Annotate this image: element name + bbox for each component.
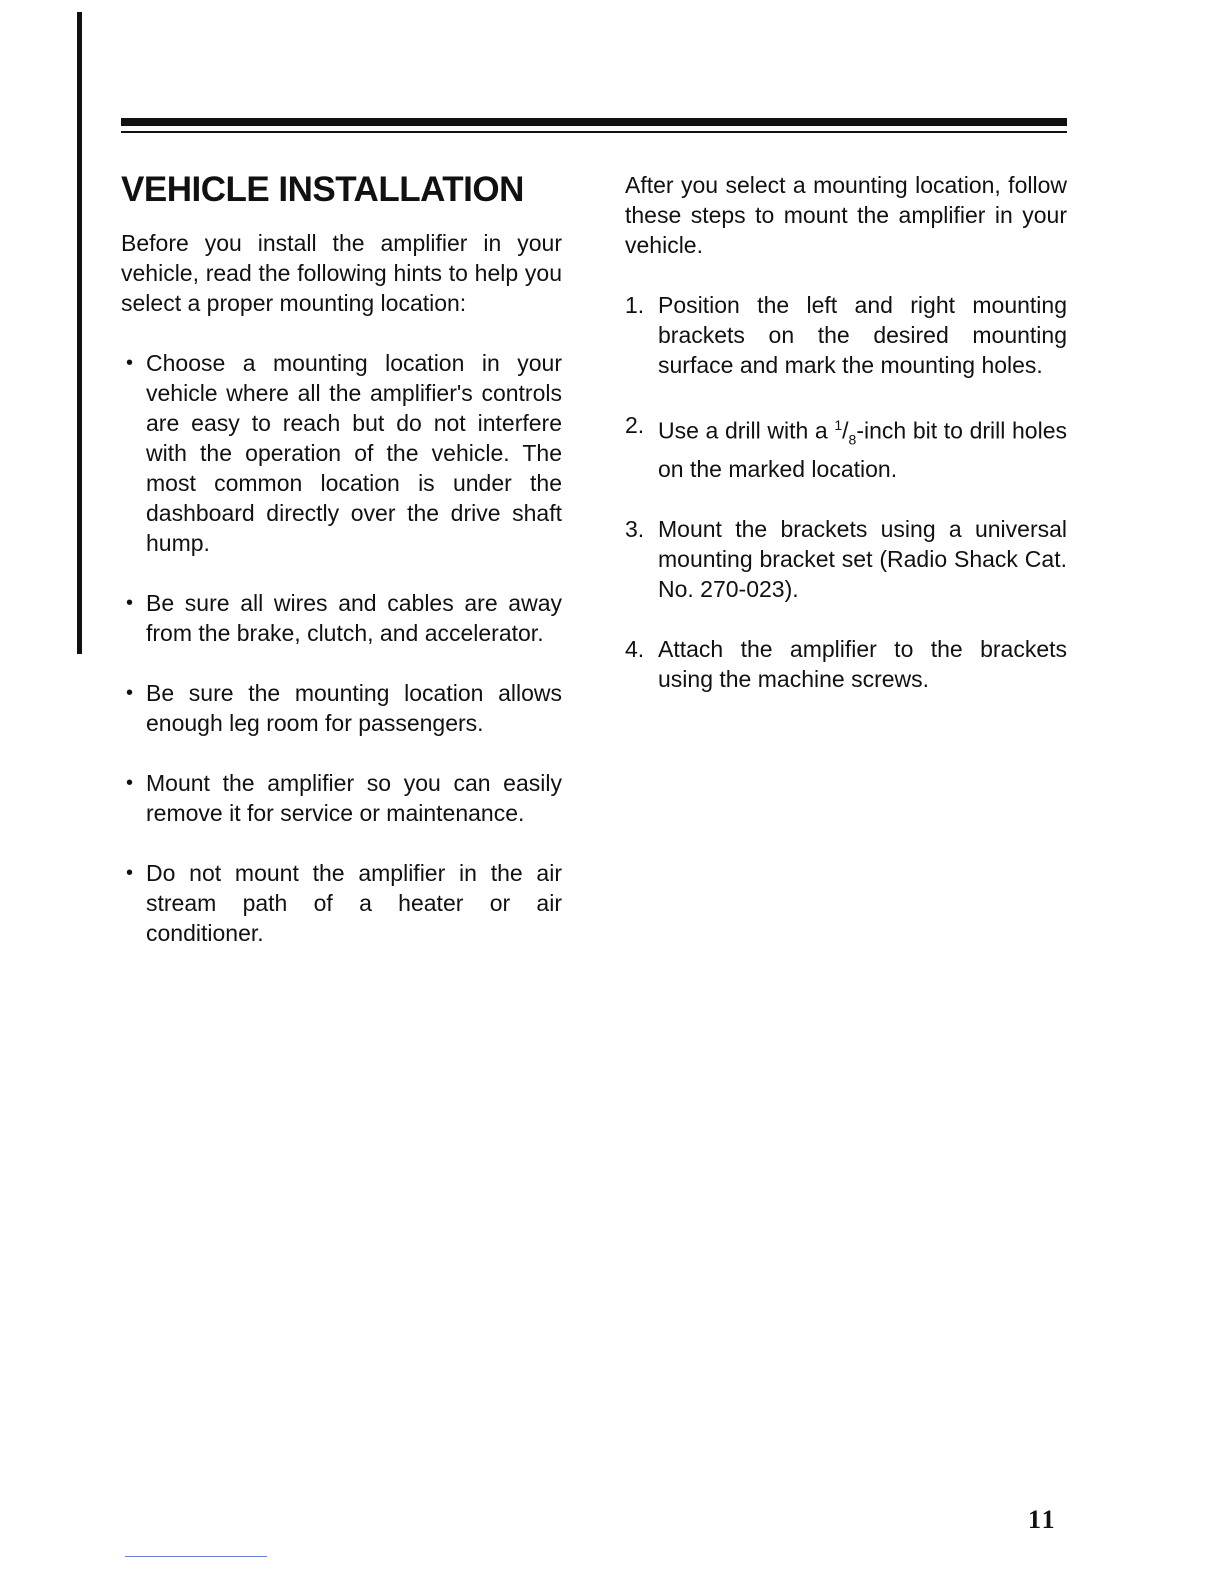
step-text-before: Use a drill with a xyxy=(658,417,835,444)
step-text: Attach the amplifier to the brackets using the machine screws. xyxy=(658,636,1067,693)
hints-list xyxy=(121,348,562,948)
list-item xyxy=(625,290,1067,380)
step-text: Position the left and right mounting brackets on the desired mounting surface and mark the mounting holes. xyxy=(658,292,1067,378)
step-text: Mount the brackets using a universal mounting bracket set (Radio Shack Cat. No. 270-023). xyxy=(658,516,1067,603)
bullet-icon: • xyxy=(126,772,134,794)
fraction-numerator: 1 xyxy=(834,417,843,433)
list-item xyxy=(625,410,1067,484)
list-item xyxy=(121,858,562,948)
hint-text: Choose a mounting location in your vehicle where all the amplifier's controls are easy to reach but do not interfere with the operation of the vehicle. The most common location is under the dashboard directly over the drive shaft hump. xyxy=(146,350,562,556)
fraction-denominator: 8 xyxy=(848,431,857,448)
step-number: 1. xyxy=(625,292,645,318)
fraction-slash: / xyxy=(842,417,849,444)
list-item xyxy=(121,678,562,738)
left-column xyxy=(121,166,562,978)
margin-bar xyxy=(77,12,82,654)
step-number: 2. xyxy=(625,412,645,438)
list-item xyxy=(121,768,562,828)
steps-list xyxy=(625,290,1067,694)
page-title: VEHICLE INSTALLATION xyxy=(121,170,524,209)
step-number: 3. xyxy=(625,516,645,543)
right-column xyxy=(625,170,1067,724)
bullet-icon: • xyxy=(126,682,134,704)
hint-text: Do not mount the amplifier in the air stream path of a heater or air conditioner. xyxy=(146,860,562,946)
header-rule-thin xyxy=(121,131,1067,133)
list-item xyxy=(625,634,1067,694)
page-number: 11 xyxy=(1028,1505,1057,1534)
hint-text: Be sure all wires and cables are away from the brake, clutch, and accelerator. xyxy=(146,590,562,646)
step-number: 4. xyxy=(625,636,645,663)
bullet-icon: • xyxy=(126,862,134,884)
list-item xyxy=(121,588,562,648)
bottom-divider xyxy=(125,1556,267,1557)
list-item xyxy=(625,514,1067,604)
hint-text: Mount the amplifier so you can easily remove it for service or maintenance. xyxy=(146,770,562,826)
step-text-after: -inch bit to drill holes on the marked location. xyxy=(658,417,1067,483)
bullet-icon: • xyxy=(126,592,134,614)
hint-text: Be sure the mounting location allows enough leg room for passengers. xyxy=(146,680,562,736)
left-intro-paragraph: Before you install the amplifier in your vehicle, read the following hints to help you select a proper mounting location: xyxy=(121,230,562,316)
bullet-icon: • xyxy=(126,352,134,374)
list-item xyxy=(121,348,562,558)
right-intro-paragraph: After you select a mounting location, follow these steps to mount the amplifier in your vehicle. xyxy=(625,172,1067,258)
header-rule-thick xyxy=(121,118,1067,126)
